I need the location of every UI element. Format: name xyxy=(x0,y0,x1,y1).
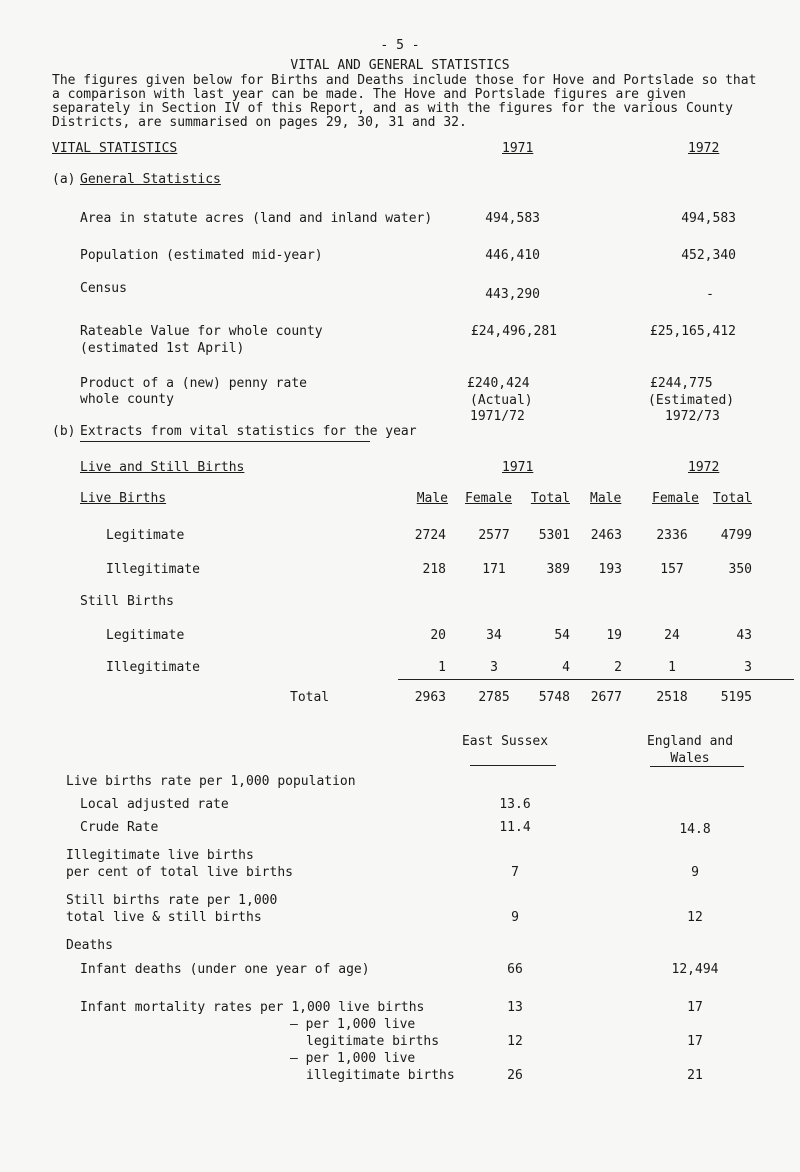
legit-mortality-label: legitimate births xyxy=(306,1034,440,1049)
local-adjusted-es: 13.6 xyxy=(499,797,531,812)
legit-total-1972: 4799 xyxy=(720,528,752,543)
illegit-male-1972: 193 xyxy=(598,562,622,577)
col-male-1971: Male xyxy=(416,491,448,506)
col-total-1971: Total xyxy=(530,491,570,506)
births-year-1972: 1972 xyxy=(688,460,720,475)
east-sussex-underline xyxy=(470,765,556,766)
illegit-rate-ew: 9 xyxy=(691,865,699,880)
year-1972-header: 1972 xyxy=(688,141,720,156)
intro-paragraph: The figures given below for Births and Deaths include those for Hove and Portslade so that a comparison with last year can be made. The Hove and Portslade figures are given separately in Section IV of this Report, and as with the figures for the various County Districts, are summarised on pages 29, 30, 31 and 32. xyxy=(52,73,757,130)
illegit-mortality-label: illegitimate births xyxy=(306,1068,455,1083)
infant-deaths-es: 66 xyxy=(507,962,523,977)
illegit-female-1972: 157 xyxy=(660,562,684,577)
still-legit-total-1971: 54 xyxy=(554,628,570,643)
still-legit-female-1972: 24 xyxy=(664,628,680,643)
illegit-rate-label: per cent of total live births xyxy=(66,865,293,880)
legit-female-1971: 2577 xyxy=(478,528,510,543)
total-male-1972: 2677 xyxy=(590,690,622,705)
legit-mortality-ew: 17 xyxy=(687,1034,703,1049)
section-b-label: (b) xyxy=(52,424,76,439)
legit-total-1971: 5301 xyxy=(538,528,570,543)
penny-rate-1972-year: 1972/73 xyxy=(665,409,720,424)
total-female-1971: 2785 xyxy=(478,690,510,705)
legit-male-1972: 2463 xyxy=(590,528,622,543)
local-adjusted-label: Local adjusted rate xyxy=(80,797,229,812)
rateable-label: Rateable Value for whole county xyxy=(80,324,323,339)
population-1971: 446,410 xyxy=(485,248,540,263)
illegit-total-1972: 350 xyxy=(728,562,752,577)
births-title: Live and Still Births xyxy=(80,460,245,475)
total-female-1972: 2518 xyxy=(656,690,688,705)
rateable-1971: £24,496,281 xyxy=(470,324,557,339)
births-year-1971: 1971 xyxy=(502,460,534,475)
england-wales-underline xyxy=(650,766,744,767)
still-illegit-female-1971: 3 xyxy=(490,660,498,675)
total-male-1971: 2963 xyxy=(414,690,446,705)
still-legit-label: Legitimate xyxy=(106,628,185,643)
still-illegit-total-1971: 4 xyxy=(562,660,570,675)
col-male-1972: Male xyxy=(590,491,622,506)
penny-rate-1972-estimated: (Estimated) xyxy=(648,393,735,408)
deaths-title: Deaths xyxy=(66,938,113,953)
east-sussex-header: East Sussex xyxy=(461,734,549,749)
england-wales-header: England and xyxy=(646,734,734,749)
still-rate-es: 9 xyxy=(511,910,519,925)
year-1971-header: 1971 xyxy=(502,141,534,156)
crude-rate-es: 11.4 xyxy=(499,820,531,835)
illegit-mortality-es: 26 xyxy=(507,1068,523,1083)
still-illegit-total-1972: 3 xyxy=(744,660,752,675)
illegit-total-1971: 389 xyxy=(546,562,570,577)
legit-mortality-es: 12 xyxy=(507,1034,523,1049)
england-wales-header-2: Wales xyxy=(670,751,710,766)
col-female-1972: Female xyxy=(652,491,699,506)
legit-female-1972: 2336 xyxy=(656,528,688,543)
population-1972: 452,340 xyxy=(681,248,736,263)
infant-mortality-ew: 17 xyxy=(687,1000,703,1015)
rateable-1972: £25,165,412 xyxy=(649,324,736,339)
area-label: Area in statute acres (land and inland water) xyxy=(80,211,433,226)
illegit-rate-line1: Illegitimate live births xyxy=(66,848,254,863)
illegit-label: Illegitimate xyxy=(106,562,200,577)
crude-rate-label: Crude Rate xyxy=(80,820,159,835)
page-heading: VITAL AND GENERAL STATISTICS xyxy=(290,58,510,73)
infant-deaths-ew: 12,494 xyxy=(671,962,719,977)
still-illegit-male-1971: 1 xyxy=(438,660,446,675)
crude-rate-ew: 14.8 xyxy=(679,822,711,837)
total-total-1971: 5748 xyxy=(538,690,570,705)
still-births-title: Still Births xyxy=(80,594,174,609)
rateable-label-2: (estimated 1st April) xyxy=(80,341,245,356)
area-1972: 494,583 xyxy=(681,211,736,226)
section-b-underline xyxy=(80,441,370,442)
live-births-col-label: Live Births xyxy=(80,491,167,506)
total-label: Total xyxy=(290,690,330,705)
illegit-female-1971: 171 xyxy=(482,562,506,577)
still-legit-total-1972: 43 xyxy=(736,628,752,643)
legit-mortality-line1: — per 1,000 live xyxy=(290,1017,416,1032)
vital-statistics-title: VITAL STATISTICS xyxy=(52,141,178,156)
census-label: Census xyxy=(80,281,127,296)
total-rule xyxy=(398,679,794,680)
legit-label: Legitimate xyxy=(106,528,185,543)
still-legit-female-1971: 34 xyxy=(486,628,502,643)
still-illegit-label: Illegitimate xyxy=(106,660,200,675)
still-rate-line1: Still births rate per 1,000 xyxy=(66,893,278,908)
area-1971: 494,583 xyxy=(485,211,540,226)
penny-rate-1971-actual: (Actual) xyxy=(470,393,533,408)
live-births-rate-title: Live births rate per 1,000 population xyxy=(66,774,356,789)
penny-rate-1971-year: 1971/72 xyxy=(470,409,525,424)
still-legit-male-1972: 19 xyxy=(606,628,622,643)
infant-mortality-es: 13 xyxy=(507,1000,523,1015)
section-a-title: General Statistics xyxy=(80,172,221,187)
legit-male-1971: 2724 xyxy=(414,528,446,543)
illegit-mortality-line1: – per 1,000 live xyxy=(290,1051,416,1066)
section-b-title: Extracts from vital statistics for the year xyxy=(80,424,417,439)
page-number: - 5 - xyxy=(380,38,420,53)
penny-rate-label: Product of a (new) penny rate xyxy=(80,376,307,391)
infant-mortality-label: Infant mortality rates per 1,000 live births xyxy=(80,1000,425,1015)
census-1972: - xyxy=(706,287,714,302)
penny-rate-1971: £240,424 xyxy=(467,376,530,391)
section-a-label: (a) xyxy=(52,172,76,187)
illegit-mortality-ew: 21 xyxy=(687,1068,703,1083)
still-rate-label: total live & still births xyxy=(66,910,262,925)
still-rate-ew: 12 xyxy=(687,910,703,925)
still-illegit-female-1972: 1 xyxy=(668,660,676,675)
col-female-1971: Female xyxy=(465,491,512,506)
still-legit-male-1971: 20 xyxy=(430,628,446,643)
illegit-rate-es: 7 xyxy=(511,865,519,880)
illegit-male-1971: 218 xyxy=(422,562,446,577)
penny-rate-label-2: whole county xyxy=(80,392,174,407)
penny-rate-1972: £244,775 xyxy=(650,376,713,391)
infant-deaths-label: Infant deaths (under one year of age) xyxy=(80,962,370,977)
census-1971: 443,290 xyxy=(485,287,540,302)
population-label: Population (estimated mid-year) xyxy=(80,248,323,263)
col-total-1972: Total xyxy=(712,491,752,506)
still-illegit-male-1972: 2 xyxy=(614,660,622,675)
total-total-1972: 5195 xyxy=(720,690,752,705)
